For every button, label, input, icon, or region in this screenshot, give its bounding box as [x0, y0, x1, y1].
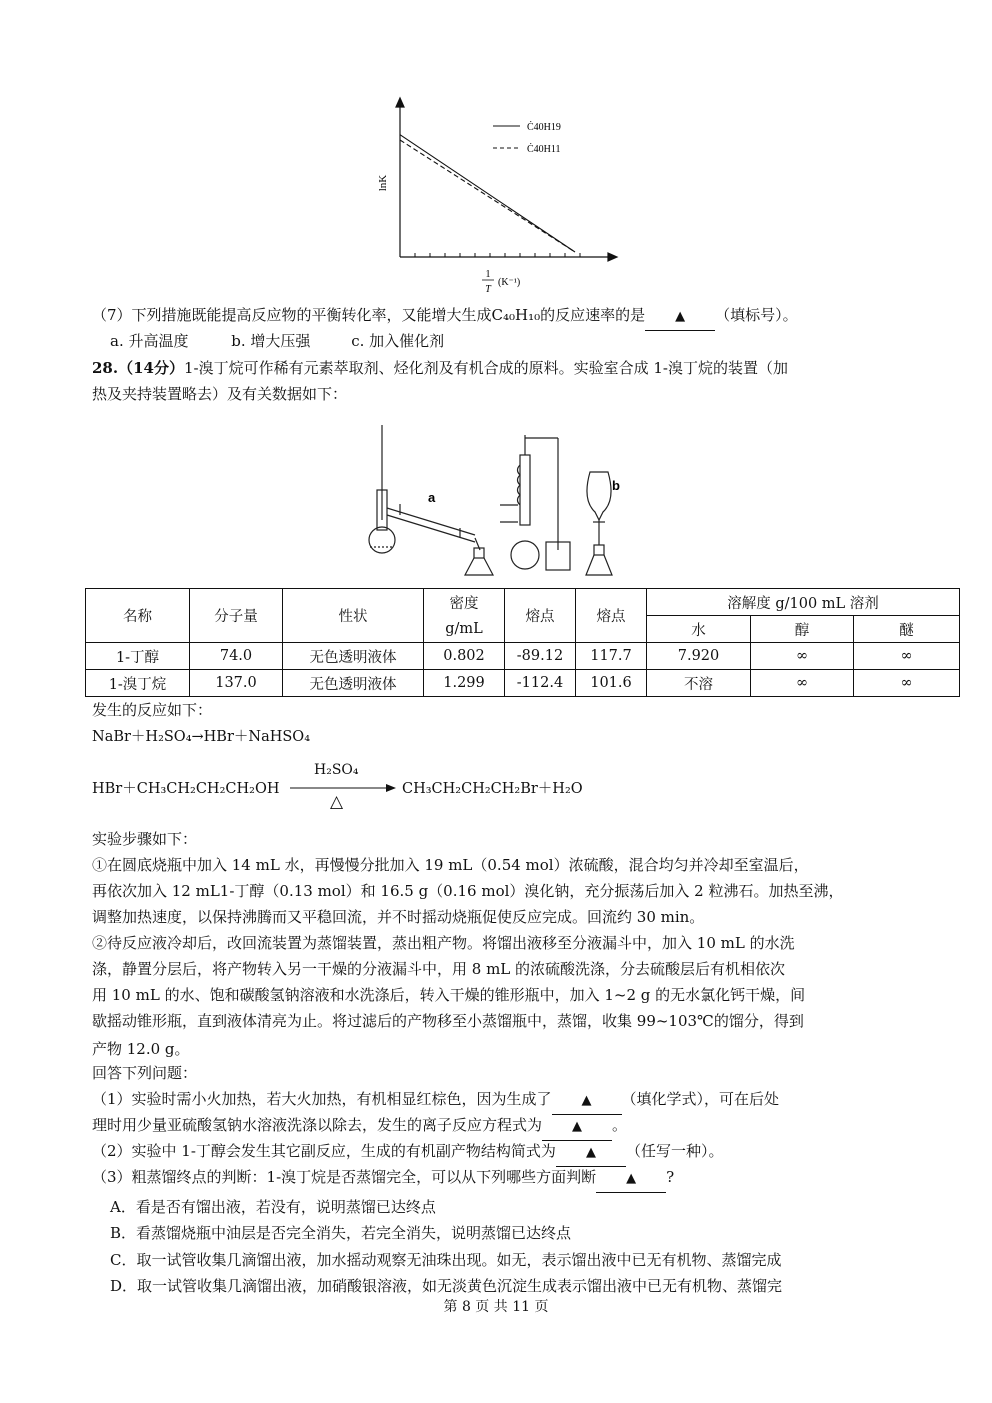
cell-mw: 74.0 — [190, 643, 283, 670]
cell-bp: 101.6 — [576, 670, 647, 697]
step1-line3: 调整加热速度，以保持沸腾而又平稳回流，并不时摇动烧瓶促使反应完成。回流约 30 min。 — [92, 908, 705, 926]
cell-mp: -112.4 — [505, 670, 576, 697]
reactions-heading: 发生的反应如下： — [92, 701, 213, 719]
series-line-2 — [400, 140, 575, 252]
questions-heading: 回答下列问题： — [92, 1064, 198, 1082]
reaction-2-products: CH₃CH₂CH₂CH₂Br＋H₂O — [402, 781, 583, 797]
q28-intro-1: 1-溴丁烷可作稀有元素萃取剂、烃化剂及有机合成的原料。实验室合成 1-溴丁烷的装置（加 — [183, 359, 788, 377]
reaction-2-reactants: HBr＋CH₃CH₂CH₂CH₂OH — [92, 781, 280, 797]
apparatus-label-b: b — [612, 478, 620, 493]
conical-flask — [465, 558, 493, 575]
reaction-arrow — [290, 782, 398, 794]
q1-text-d: 。 — [612, 1116, 628, 1134]
receiving-flask — [586, 555, 612, 575]
x-axis-label — [482, 269, 520, 295]
cell-ether: ∞ — [854, 670, 960, 697]
table-row — [86, 643, 960, 670]
q1-text-c: 理时用少量亚硫酸氢钠水溶液洗涤以除去，发生的离子反应方程式为 — [92, 1116, 543, 1134]
header-mp: 熔点 — [505, 589, 576, 643]
header-solubility: 溶解度 g/100 mL 溶剂 — [647, 589, 960, 616]
q1-text-b: （填化学式），可在后处 — [621, 1090, 780, 1108]
q7-line — [92, 302, 902, 331]
apparatus-label-a: a — [428, 490, 436, 505]
header-ether: 醚 — [854, 616, 960, 643]
q7-option-a: a. 升高温度 — [110, 332, 189, 350]
header-name: 名称 — [86, 589, 190, 643]
q1-blank-2[interactable]: ▲ — [542, 1114, 612, 1141]
apparatus-diagram — [360, 420, 640, 580]
cell-bp: 117.7 — [576, 643, 647, 670]
q2-blank[interactable]: ▲ — [556, 1140, 626, 1167]
q28-intro-2: 热及夹持装置略去）及有关数据如下： — [92, 385, 348, 403]
reaction-1: NaBr＋H₂SO₄→HBr＋NaHSO₄ — [92, 729, 311, 745]
step2-line1: ②待反应液冷却后，改回流装置为蒸馏装置，蒸出粗产物。将馏出液移至分液漏斗中，加入 10 mL 的水洗 — [92, 934, 795, 952]
header-appearance: 性状 — [283, 589, 424, 643]
step2-line3: 用 10 mL 的水、饱和碳酸氢钠溶液和水洗涤后，转入干燥的锥形瓶中，加入 1~2 g 的无水氯化钙干燥，间 — [92, 986, 806, 1004]
cell-name: 1-丁醇 — [86, 643, 190, 670]
header-density: 密度 — [424, 589, 505, 616]
legend-label-series-1: Ċ40H19 — [527, 122, 561, 133]
step2-line2: 涤，静置分层后，将产物转入另一干燥的分液漏斗中，用 8 mL 的浓硫酸洗涤，分去硫酸层后有机相依次 — [92, 960, 786, 978]
cell-alcohol: ∞ — [751, 670, 854, 697]
header-alcohol: 醇 — [751, 616, 854, 643]
reflux-condenser — [520, 455, 530, 525]
q7-options — [110, 328, 902, 354]
q3-option-d: D．取一试管收集几滴馏出液，加硝酸银溶液，如无淡黄色沉淀生成表示馏出液中已无有机物、蒸馏完 — [110, 1277, 783, 1295]
conical-flask-neck — [474, 548, 484, 558]
x-label-denominator: T — [485, 284, 491, 295]
cell-water: 7.920 — [647, 643, 751, 670]
cell-water: 不溶 — [647, 670, 751, 697]
q7-option-b: b. 增大压强 — [231, 332, 311, 350]
page-footer: 第 8 页 共 11 页 — [443, 1299, 549, 1315]
cell-mp: -89.12 — [505, 643, 576, 670]
cell-mw: 137.0 — [190, 670, 283, 697]
properties-table — [85, 588, 960, 697]
q3-option-a: A．看是否有馏出液，若没有，说明蒸馏已达终点 — [110, 1198, 436, 1216]
q28-intro-line1 — [92, 355, 902, 381]
step1-line1: ①在圆底烧瓶中加入 14 mL 水，再慢慢分批加入 19 mL（0.54 mol）浓硫酸，混合均匀并冷却至室温后， — [92, 856, 809, 874]
reaction-2-heat: △ — [330, 792, 344, 812]
q3-blank[interactable]: ▲ — [596, 1166, 666, 1193]
x-label-numerator: 1 — [485, 269, 491, 280]
q7-text: （7）下列措施既能提高反应物的平衡转化率，又能增大生成C₄₀H₁₀的反应速率的是 — [92, 306, 646, 324]
q2-text-a: （2）实验中 1-丁醇会发生其它副反应，生成的有机副产物结构简式为 — [92, 1142, 556, 1160]
chart-legend — [493, 121, 561, 155]
cell-appearance: 无色透明液体 — [283, 643, 424, 670]
header-density-unit: g/mL — [424, 616, 505, 643]
q28-intro-line2 — [92, 381, 902, 407]
table-row — [86, 670, 960, 697]
q3-option-b: B．看蒸馏烧瓶中油层是否完全消失，若完全消失，说明蒸馏已达终点 — [110, 1224, 572, 1242]
q3-text-b: ? — [666, 1168, 675, 1186]
cell-density: 1.299 — [424, 670, 505, 697]
step2-line5: 产物 12.0 g。 — [92, 1040, 190, 1058]
header-mw: 分子量 — [190, 589, 283, 643]
q3-line — [92, 1164, 902, 1193]
x-label-unit: (K⁻¹) — [498, 277, 521, 288]
reaction-2-catalyst: H₂SO₄ — [314, 762, 359, 778]
cell-density: 0.802 — [424, 643, 505, 670]
steps-heading: 实验步骤如下： — [92, 830, 198, 848]
q1-text-a: （1）实验时需小火加热，若大火加热，有机相显红棕色，因为生成了 — [92, 1090, 552, 1108]
y-axis-label: lnK — [377, 174, 389, 192]
separatory-funnel — [587, 472, 611, 520]
cell-name: 1-溴丁烷 — [86, 670, 190, 697]
cell-appearance: 无色透明液体 — [283, 670, 424, 697]
round-bottom-flask — [369, 527, 395, 553]
q1-line2 — [92, 1112, 902, 1141]
cell-alcohol: ∞ — [751, 643, 854, 670]
q7-option-c: c. 加入催化剂 — [351, 332, 445, 350]
table-header-row-1 — [86, 589, 960, 616]
q7-tail: （填标号）。 — [715, 306, 798, 324]
q7-answer-blank[interactable]: ▲ — [645, 304, 715, 331]
q3-text-a: （3）粗蒸馏终点的判断：1-溴丁烷是否蒸馏完全，可以从下列哪些方面判断 — [92, 1168, 597, 1186]
q2-text-b: （任写一种）。 — [625, 1142, 724, 1160]
chart-axes — [396, 98, 617, 261]
legend-label-series-2: Ċ40H11 — [527, 144, 561, 155]
step1-line2: 再依次加入 12 mL1-丁醇（0.13 mol）和 16.5 g（0.16 mol）溴化钠，充分振荡后加入 2 粒沸石。加热至沸， — [92, 882, 844, 900]
q28-number: 28.（14分） — [92, 359, 184, 377]
q3-option-c: C．取一试管收集几滴馏出液，加水摇动观察无油珠出现。如无，表示馏出液中已无有机物、蒸馏完成 — [110, 1251, 782, 1269]
q2-line — [92, 1138, 902, 1167]
reflux-flask — [511, 541, 539, 569]
header-bp: 熔点 — [576, 589, 647, 643]
cell-ether: ∞ — [854, 643, 960, 670]
q1-line1 — [92, 1086, 902, 1115]
step2-line4: 歇摇动锥形瓶，直到液体清亮为止。将过滤后的产物移至小蒸馏瓶中，蒸馏，收集 99~103℃的馏分，得到 — [92, 1012, 804, 1030]
lnk-chart — [365, 95, 625, 305]
q1-blank-1[interactable]: ▲ — [552, 1088, 622, 1115]
header-water: 水 — [647, 616, 751, 643]
reaction-2 — [92, 762, 692, 815]
